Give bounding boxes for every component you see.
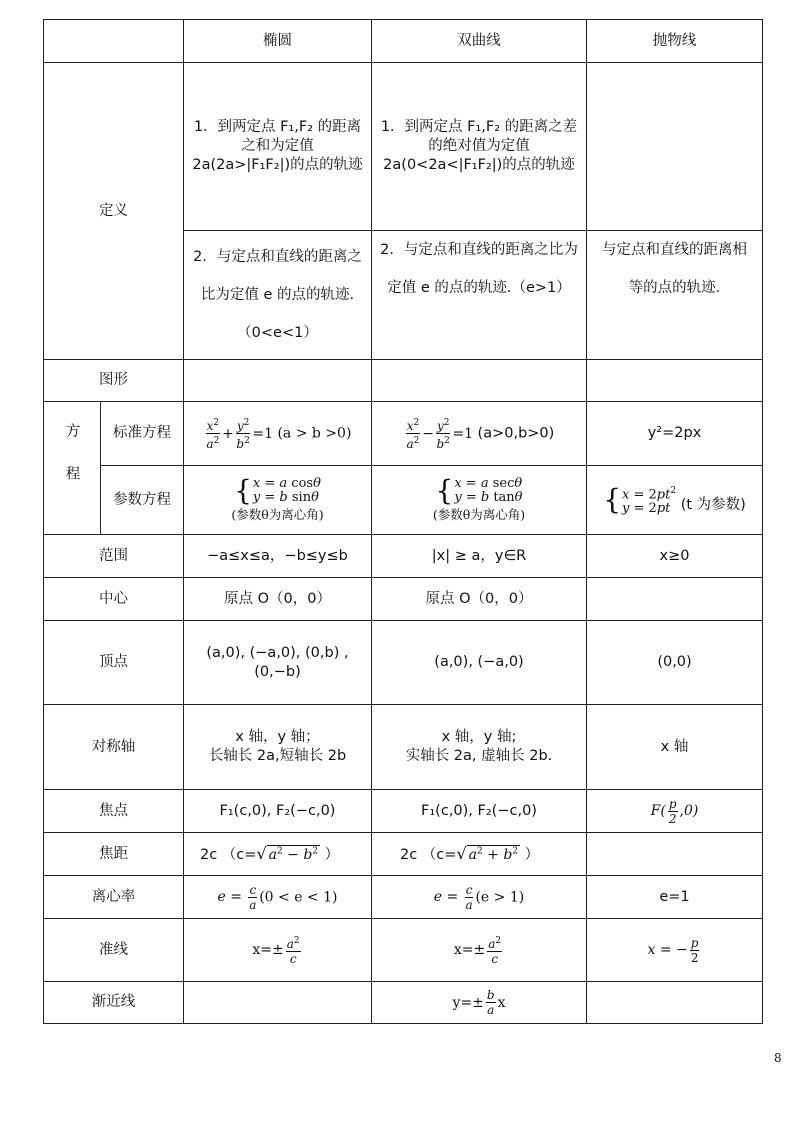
figure-hyperbola bbox=[372, 360, 587, 402]
definition-ellipse-1: 1．到两定点 F₁,F₂ 的距离之和为定值 2a(2a>|F₁F₂|)的点的轨迹 bbox=[184, 63, 372, 231]
directrix-parabola-formula: x = − $\frac{p}{2}$ bbox=[647, 935, 699, 965]
header-parabola: 抛物线 bbox=[587, 20, 763, 63]
definition-hyperbola-2: 2．与定点和直线的距离之比为定值 e 的点的轨迹.（e>1） bbox=[372, 231, 587, 360]
focus-ellipse: F₁(c,0), F₂(−c,0) bbox=[184, 790, 372, 833]
asymptote-label: 渐近线 bbox=[44, 982, 184, 1024]
directrix-parabola bbox=[587, 919, 763, 982]
eccentricity-ellipse-cond: (0 < e < 1) bbox=[259, 889, 338, 905]
ellipse-equation-condition: (a > b >0) bbox=[277, 425, 352, 442]
hyperbola-equation-formula: $\frac{x^2}{a^2}$ − $\frac{y^2}{b^2}$ =1 bbox=[406, 418, 478, 451]
range-row bbox=[44, 535, 763, 578]
symmetry-axis-label: 对称轴 bbox=[44, 705, 184, 790]
focal-distance-parabola bbox=[587, 833, 763, 876]
definition-hyperbola-1: 1．到两定点 F₁,F₂ 的距离之差的绝对值为定值 2a(0<2a<|F₁F₂|)的点的轨迹 bbox=[372, 63, 587, 231]
symmetry-axis-hyperbola bbox=[372, 705, 587, 790]
directrix-hyperbola bbox=[372, 919, 587, 982]
directrix-row bbox=[44, 919, 763, 982]
focus-hyperbola: F₁(c,0), F₂(−c,0) bbox=[372, 790, 587, 833]
definition-label: 定义 bbox=[44, 63, 184, 360]
asymptote-hyperbola bbox=[372, 982, 587, 1024]
eccentricity-hyperbola-cond: (e > 1) bbox=[475, 889, 525, 905]
equation-group-text: 方程 bbox=[63, 422, 80, 508]
symmetry-axis-parabola: x 轴 bbox=[587, 705, 763, 790]
symmetry-axis-ellipse-line-2: 长轴长 2a,短轴长 2b bbox=[208, 748, 347, 764]
focal-distance-label: 焦距 bbox=[44, 833, 184, 876]
ellipse-standard-equation bbox=[184, 402, 372, 466]
conic-sections-table bbox=[43, 19, 763, 1024]
ellipse-parametric-equation bbox=[184, 466, 372, 535]
vertex-ellipse: (a,0), (−a,0), (0,b) , (0,−b) bbox=[184, 621, 372, 705]
focal-distance-ellipse: 2c （c=√ $a^2 - b^2$ ） bbox=[184, 833, 372, 876]
asymptote-row bbox=[44, 982, 763, 1024]
vertex-hyperbola: (a,0), (−a,0) bbox=[372, 621, 587, 705]
hyperbola-parametric-system: { x = a secθ y = b tanθ bbox=[435, 473, 523, 507]
standard-equation-label: 标准方程 bbox=[101, 402, 184, 466]
eccentricity-row bbox=[44, 876, 763, 919]
directrix-label: 准线 bbox=[44, 919, 184, 982]
vertex-row bbox=[44, 621, 763, 705]
ellipse-parametric-system: { x = a cosθ y = b sinθ bbox=[234, 473, 321, 507]
eccentricity-hyperbola-formula: e = $\frac{c}{a}$ bbox=[433, 882, 473, 912]
vertex-label: 顶点 bbox=[44, 621, 184, 705]
header-ellipse: 椭圆 bbox=[184, 20, 372, 63]
focal-distance-hyperbola-sqrt: √ $a^2 + b^2$ bbox=[456, 843, 519, 863]
focal-distance-ellipse-sqrt: √ $a^2 - b^2$ bbox=[256, 843, 319, 863]
parabola-parametric-system: { $x = 2pt^2$ y = 2pt bbox=[603, 482, 677, 517]
center-label: 中心 bbox=[44, 578, 184, 621]
center-ellipse: 原点 O（0，0） bbox=[184, 578, 372, 621]
eccentricity-parabola: e=1 bbox=[587, 876, 763, 919]
range-label: 范围 bbox=[44, 535, 184, 578]
standard-equation-row bbox=[44, 402, 763, 466]
asymptote-ellipse bbox=[184, 982, 372, 1024]
focus-label: 焦点 bbox=[44, 790, 184, 833]
ellipse-parametric-note: (参数θ为离心角) bbox=[231, 506, 324, 522]
focus-parabola bbox=[587, 790, 763, 833]
eccentricity-ellipse-formula: e = $\frac{c}{a}$ bbox=[217, 882, 257, 912]
eccentricity-ellipse bbox=[184, 876, 372, 919]
parabola-parametric-note: (t 为参数) bbox=[680, 496, 746, 513]
focus-parabola-formula: F( $\frac{p}{2}$ ,0) bbox=[650, 796, 699, 826]
equation-group-label bbox=[44, 402, 101, 535]
figure-row bbox=[44, 360, 763, 402]
definition-parabola-2: 与定点和直线的距离相等的点的轨迹. bbox=[587, 231, 763, 360]
parabola-parametric-equation bbox=[587, 466, 763, 535]
asymptote-parabola bbox=[587, 982, 763, 1024]
center-parabola bbox=[587, 578, 763, 621]
header-row bbox=[44, 20, 763, 63]
parametric-equation-label: 参数方程 bbox=[101, 466, 184, 535]
center-hyperbola: 原点 O（0，0） bbox=[372, 578, 587, 621]
focal-distance-hyperbola-prefix: 2c （c= bbox=[400, 846, 457, 863]
focal-distance-row bbox=[44, 833, 763, 876]
figure-parabola bbox=[587, 360, 763, 402]
parametric-equation-row bbox=[44, 466, 763, 535]
eccentricity-hyperbola bbox=[372, 876, 587, 919]
hyperbola-parametric-note: (参数θ为离心角) bbox=[432, 506, 526, 522]
focus-row bbox=[44, 790, 763, 833]
center-row bbox=[44, 578, 763, 621]
directrix-ellipse-formula: x=± $\frac{a^2}{c}$ bbox=[252, 936, 300, 966]
symmetry-axis-row bbox=[44, 705, 763, 790]
vertex-parabola: (0,0) bbox=[587, 621, 763, 705]
symmetry-axis-ellipse-line-1: x 轴，y 轴； bbox=[235, 729, 320, 746]
hyperbola-standard-equation bbox=[372, 402, 587, 466]
range-parabola: x≥0 bbox=[587, 535, 763, 578]
definition-parabola-1 bbox=[587, 63, 763, 231]
figure-label: 图形 bbox=[44, 360, 184, 402]
definition-row-1 bbox=[44, 63, 763, 231]
ellipse-equation-formula: $\frac{x^2}{a^2}$ + $\frac{y^2}{b^2}$ =1 bbox=[206, 418, 278, 451]
range-ellipse: −a≤x≤a，−b≤y≤b bbox=[184, 535, 372, 578]
focal-distance-ellipse-prefix: 2c （c= bbox=[200, 846, 257, 863]
header-hyperbola: 双曲线 bbox=[372, 20, 587, 63]
figure-ellipse bbox=[184, 360, 372, 402]
asymptote-hyperbola-formula: y=± $\frac{b}{a}$ x bbox=[452, 988, 506, 1017]
eccentricity-label: 离心率 bbox=[44, 876, 184, 919]
hyperbola-equation-condition: (a>0,b>0) bbox=[477, 425, 555, 442]
directrix-ellipse bbox=[184, 919, 372, 982]
focal-distance-hyperbola: 2c （c=√ $a^2 + b^2$ ） bbox=[372, 833, 587, 876]
symmetry-axis-hyperbola-line-2: 实轴长 2a, 虚轴长 2b. bbox=[405, 748, 553, 764]
symmetry-axis-ellipse bbox=[184, 705, 372, 790]
header-blank bbox=[44, 20, 184, 63]
symmetry-axis-hyperbola-line-1: x 轴，y 轴; bbox=[441, 729, 517, 746]
hyperbola-parametric-equation bbox=[372, 466, 587, 535]
parabola-standard-equation: y²=2px bbox=[587, 402, 763, 466]
directrix-hyperbola-formula: x=± $\frac{a^2}{c}$ bbox=[453, 936, 502, 966]
page-number: 8 bbox=[774, 1051, 782, 1065]
range-hyperbola: |x| ≥ a，y∈R bbox=[372, 535, 587, 578]
definition-ellipse-2: 2．与定点和直线的距离之比为定值 e 的点的轨迹.（0<e<1） bbox=[184, 231, 372, 360]
